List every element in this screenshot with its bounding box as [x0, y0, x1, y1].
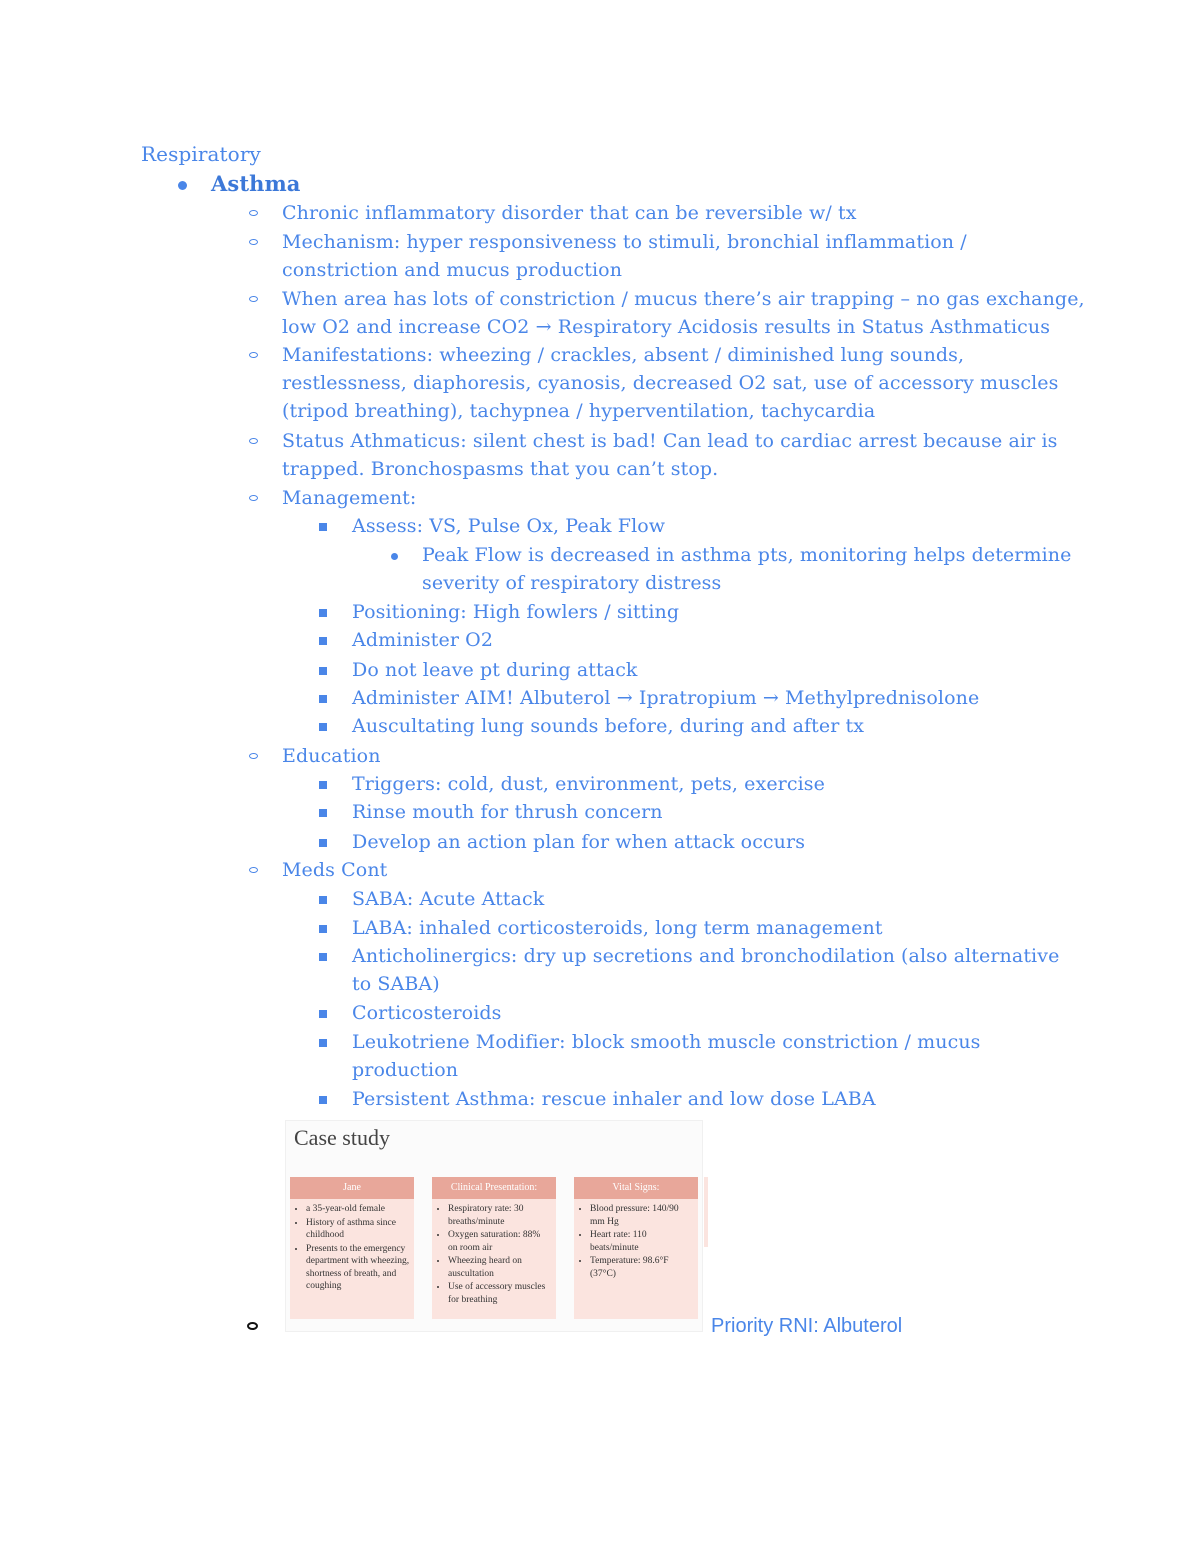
square-bullet-icon [319, 523, 327, 531]
square-bullet-icon [319, 896, 327, 904]
card-header: Clinical Presentation: [432, 1177, 556, 1199]
bullet-icon [249, 495, 258, 501]
clinical-presentation-card [432, 1177, 556, 1319]
list-item: SABA: Acute Attack [352, 888, 545, 910]
list-item: Mechanism: hyper responsiveness to stimuli, bronchial inflammation / [282, 231, 967, 253]
card-bullet: • a 35-year-old female [306, 1203, 410, 1216]
bullet-icon [247, 1322, 258, 1330]
card-bullet: • Oxygen saturation: 88% on room air [448, 1229, 552, 1254]
list-item: Do not leave pt during attack [352, 659, 638, 681]
card-bullet: • Use of accessory muscles for breathing [448, 1281, 552, 1306]
square-bullet-icon [319, 781, 327, 789]
list-item: Rinse mouth for thrush concern [352, 801, 663, 823]
card-bullet: • Respiratory rate: 30 breaths/minute [448, 1203, 552, 1228]
list-item: Peak Flow is decreased in asthma pts, monitoring helps determine [422, 544, 1072, 566]
card-bullet: • Wheezing heard on auscultation [448, 1255, 552, 1280]
list-item: Develop an action plan for when attack occurs [352, 831, 806, 853]
list-item: Auscultating lung sounds before, during and after tx [352, 715, 865, 737]
list-item-cont: (tripod breathing), tachypnea / hyperventilation, tachycardia [282, 400, 876, 422]
card-header: Vital Signs: [574, 1177, 698, 1199]
list-item: Administer AIM! Albuterol → Ipratropium → Methylprednisolone [352, 687, 980, 709]
bullet-icon [249, 753, 258, 759]
square-bullet-icon [319, 839, 327, 847]
list-item: Assess: VS, Pulse Ox, Peak Flow [352, 515, 666, 537]
case-study-image [285, 1120, 703, 1332]
card-header: Jane [290, 1177, 414, 1199]
list-item: Management: [282, 487, 417, 509]
list-item: Meds Cont [282, 859, 388, 881]
bullet-icon [249, 239, 258, 245]
section-title: Respiratory [141, 142, 261, 166]
list-item: Chronic inflammatory disorder that can be reversible w/ tx [282, 202, 857, 224]
list-item: Positioning: High fowlers / sitting [352, 601, 680, 623]
card-bullet: • Presents to the emergency department with wheezing, shortness of breath, and coughing [306, 1243, 410, 1293]
square-bullet-icon [319, 667, 327, 675]
square-bullet-icon [319, 723, 327, 731]
square-bullet-icon [319, 925, 327, 933]
card-bullet: • Blood pressure: 140/90 mm Hg [590, 1203, 694, 1228]
list-item: Corticosteroids [352, 1002, 502, 1024]
list-item-cont: severity of respiratory distress [422, 572, 722, 594]
bullet-icon [249, 867, 258, 873]
bullet-icon [249, 352, 258, 358]
bullet-icon [178, 181, 187, 190]
list-item-cont: restlessness, diaphoresis, cyanosis, decreased O2 sat, use of accessory muscles [282, 372, 1059, 394]
bullet-icon [391, 553, 398, 560]
list-item: LABA: inhaled corticosteroids, long term management [352, 917, 883, 939]
list-item-cont: production [352, 1059, 459, 1081]
list-item: When area has lots of constriction / mucus there’s air trapping – no gas exchange, [282, 288, 1085, 310]
bullet-icon [249, 438, 258, 444]
square-bullet-icon [319, 695, 327, 703]
list-item: Leukotriene Modifier: block smooth muscle constriction / mucus [352, 1031, 981, 1053]
bullet-icon [249, 210, 258, 216]
decorative-strip [704, 1177, 708, 1247]
list-item: Persistent Asthma: rescue inhaler and low dose LABA [352, 1088, 876, 1110]
vital-signs-card [574, 1177, 698, 1319]
list-item: Status Athmaticus: silent chest is bad! Can lead to cardiac arrest because air is [282, 430, 1058, 452]
patient-card [290, 1177, 414, 1319]
list-item-cont: low O2 and increase CO2 → Respiratory Acidosis results in Status Asthmaticus [282, 316, 1051, 338]
list-item: Anticholinergics: dry up secretions and bronchodilation (also alternative [352, 945, 1060, 967]
list-item: Administer O2 [352, 629, 494, 651]
list-item: Education [282, 745, 381, 767]
bullet-icon [249, 296, 258, 302]
list-item: Triggers: cold, dust, environment, pets, exercise [352, 773, 825, 795]
card-bullet: • History of asthma since childhood [306, 1217, 410, 1242]
list-item: Manifestations: wheezing / crackles, absent / diminished lung sounds, [282, 344, 965, 366]
priority-note: Priority RNI: Albuterol [711, 1315, 903, 1337]
square-bullet-icon [319, 809, 327, 817]
list-item-cont: to SABA) [352, 973, 440, 995]
square-bullet-icon [319, 1096, 327, 1104]
square-bullet-icon [319, 1010, 327, 1018]
case-study-title: Case study [294, 1125, 390, 1150]
list-item-cont: constriction and mucus production [282, 259, 623, 281]
topic-heading: Asthma [211, 171, 301, 196]
card-bullet: • Heart rate: 110 beats/minute [590, 1229, 694, 1254]
card-bullet: • Temperature: 98.6°F (37°C) [590, 1255, 694, 1280]
square-bullet-icon [319, 1039, 327, 1047]
square-bullet-icon [319, 637, 327, 645]
square-bullet-icon [319, 609, 327, 617]
list-item-cont: trapped. Bronchospasms that you can’t stop. [282, 458, 719, 480]
square-bullet-icon [319, 953, 327, 961]
